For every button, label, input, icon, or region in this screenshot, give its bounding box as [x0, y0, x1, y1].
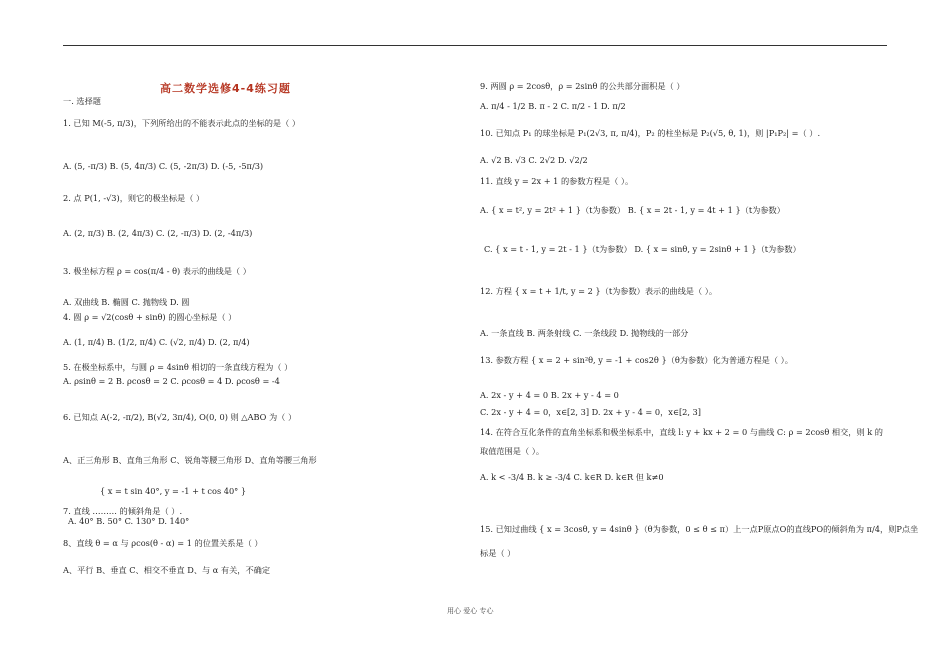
page-footer: 用心 爱心 专心: [447, 607, 494, 615]
question-7-equation: { x = t sin 40°, y = -1 + t cos 40° }: [100, 486, 247, 496]
question-13: 13. 参数方程 { x = 2 + sin²θ, y = -1 + cos2θ }（θ为参数）化为普通方程是（ ）。: [480, 355, 793, 365]
question-15: 15. 已知过曲线 { x = 3cosθ, y = 4sinθ }（θ为参数，0 ≤ θ ≤ π）上一点P原点O的直线PO的倾斜角为 π/4，则P点坐: [480, 524, 919, 534]
question-4-options: A. (1, π/4) B. (1/2, π/4) C. (√2, π/4) D. (2, π/4): [63, 337, 250, 347]
question-2-options: A. (2, π/3) B. (2, 4π/3) C. (2, -π/3) D. (2, -4π/3): [63, 228, 253, 238]
question-5-options: A. ρsinθ = 2 B. ρcosθ = 2 C. ρcosθ = 4 D. ρcosθ = -4: [63, 376, 280, 386]
question-14: 14. 在符合互化条件的直角坐标系和极坐标系中，直线 l: y + kx + 2 = 0 与曲线 C: ρ = 2cosθ 相交，则 k 的: [480, 427, 883, 437]
question-9: 9. 两圆 ρ = 2cosθ，ρ = 2sinθ 的公共部分面积是（ ）: [480, 81, 685, 91]
question-10: 10. 已知点 P₁ 的球坐标是 P₁(2√3, π, π/4)，P₂ 的柱坐标是 P₂(√5, θ, 1)，则 |P₁P₂| =（ ）.: [480, 128, 821, 138]
question-13-options-ab: A. 2x - y + 4 = 0 B. 2x + y - 4 = 0: [480, 390, 619, 400]
document-title: 高二数学选修4-4练习题: [160, 82, 291, 95]
question-14-continued: 取值范围是（ ）。: [480, 446, 545, 456]
section-heading: 一. 选择题: [63, 96, 101, 106]
question-12: 12. 方程 { x = t + 1/t, y = 2 }（t为参数）表示的曲线是（ ）。: [480, 286, 718, 296]
question-7: 7. 直线 ……… 的倾斜角是（ ）.: [63, 506, 183, 516]
question-3: 3. 极坐标方程 ρ = cos(π/4 - θ) 表示的曲线是（ ）: [63, 266, 251, 276]
question-3-options: A. 双曲线 B. 椭圆 C. 抛物线 D. 圆: [63, 297, 190, 307]
question-14-options: A. k < -3/4 B. k ≥ -3/4 C. k∈R D. k∈R 但 k≠0: [480, 472, 664, 482]
question-6-options: A、正三角形 B、直角三角形 C、锐角等腰三角形 D、直角等腰三角形: [63, 455, 317, 465]
top-rule: [63, 45, 887, 46]
question-9-options: A. π/4 - 1/2 B. π - 2 C. π/2 - 1 D. π/2: [480, 101, 626, 111]
question-6: 6. 已知点 A(-2, -π/2), B(√2, 3π/4), O(0, 0) 则 △ABO 为（ ）: [63, 412, 297, 422]
question-1-options: A. (5, -π/3) B. (5, 4π/3) C. (5, -2π/3) D. (-5, -5π/3): [63, 161, 264, 171]
question-7-options: A. 40° B. 50° C. 130° D. 140°: [68, 516, 190, 526]
question-11-options-cd: C. { x = t - 1, y = 2t - 1 }（t为参数） D. { x = sinθ, y = 2sinθ + 1 }（t为参数）: [484, 244, 801, 254]
question-11-options-ab: A. { x = t², y = 2t² + 1 }（t为参数） B. { x = 2t - 1, y = 4t + 1 }（t为参数）: [480, 205, 785, 215]
question-10-options: A. √2 B. √3 C. 2√2 D. √2/2: [480, 155, 588, 165]
question-11: 11. 直线 y = 2x + 1 的参数方程是（ ）。: [480, 176, 634, 186]
question-13-options-cd: C. 2x - y + 4 = 0，x∈[2, 3] D. 2x + y - 4 = 0，x∈[2, 3]: [480, 407, 701, 417]
question-8-options: A、平行 B、垂直 C、相交不垂直 D、与 α 有关，不确定: [63, 565, 271, 575]
question-1: 1. 已知 M(-5, π/3)，下列所给出的不能表示此点的坐标的是（ ）: [63, 118, 301, 128]
question-8: 8、直线 θ = α 与 ρcos(θ - α) = 1 的位置关系是（ ）: [63, 538, 263, 548]
question-12-options: A. 一条直线 B. 两条射线 C. 一条线段 D. 抛物线的一部分: [480, 328, 689, 338]
question-5: 5. 在极坐标系中，与圆 ρ = 4sinθ 相切的一条直线方程为（ ）: [63, 362, 293, 372]
question-15-continued: 标是（ ）: [480, 548, 516, 558]
question-4: 4. 圆 ρ = √2(cosθ + sinθ) 的圆心坐标是（ ）: [63, 312, 237, 322]
question-2: 2. 点 P(1, -√3)，则它的极坐标是（ ）: [63, 193, 205, 203]
